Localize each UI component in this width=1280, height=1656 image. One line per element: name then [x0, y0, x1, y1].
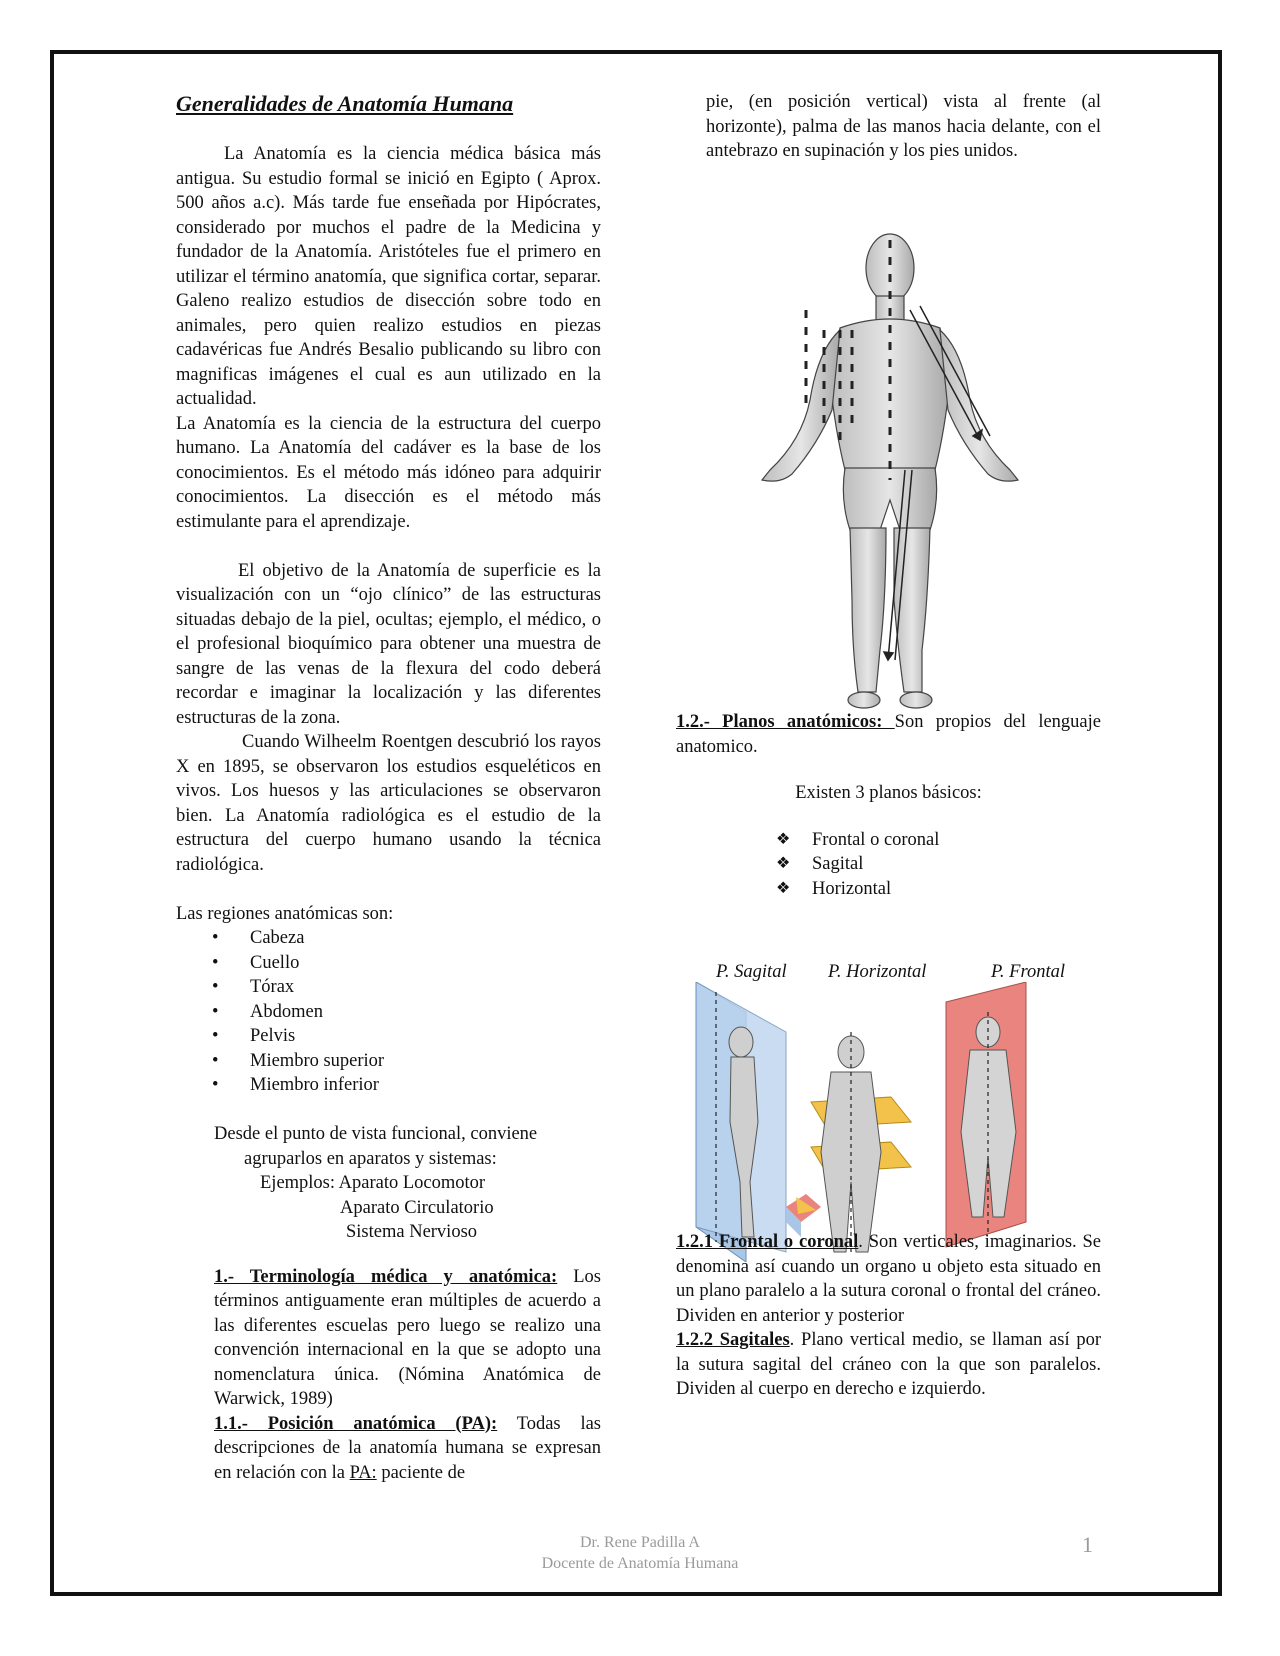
regions-intro: Las regiones anatómicas son:: [176, 903, 394, 924]
list-item: • Miembro superior: [212, 1049, 601, 1074]
intro-paragraph: La Anatomía es la ciencia médica básica más antigua. Su estudio formal se inició en Egipto ( Aprox. 500 años a.c). Más tarde fue enseñada por Hipócrates, considerado por muchos el padre de la Medicina y fundador de la Anatomía. Aristóteles fue el primero en utilizar el término anatomía, que significa cortar, separar. Galeno realizo estudios de disección sobre todo en animales, pero quien realizo estudios en piezas cadavéricas fue Andrés Besalio publicando su libro con magnificas imágenes el cual es aun utilizado en la actualidad.: [176, 144, 601, 409]
regions-list: [176, 926, 601, 1098]
section-1-2-2-text: . Plano vertical medio, se llaman así por la sutura sagital del cráneo con la que son paralelos. Dividen al cuerpo en derecho e izquierdo.: [676, 1330, 1102, 1399]
func-line: agruparlos en aparatos y sistemas:: [244, 1148, 497, 1169]
list-item: ❖ Horizontal: [776, 877, 1101, 902]
list-item: • Cabeza: [212, 926, 601, 951]
list-item: • Cuello: [212, 951, 601, 976]
definition-paragraph: La Anatomía es la ciencia de la estructura del cuerpo humano. La Anatomía del cadáver es la base de los conocimientos. Es el método más idóneo para adquirir conocimientos. La disección es el método más estimulante para el aprendizaje.: [176, 413, 601, 532]
func-line: Desde el punto de vista funcional, conviene: [214, 1124, 538, 1144]
anatomical-position-figure: [740, 230, 1040, 720]
section-1-1-text-end: paciente de: [376, 1462, 466, 1483]
page-number: 1: [1082, 1532, 1093, 1557]
section-1-1-text: Todas las descripciones de la anatomía humana se expresan en relación con la: [214, 1413, 601, 1483]
pa-abbrev: PA:: [349, 1462, 377, 1483]
section-1-2-text: Son propios del lenguaje anatomico.: [676, 712, 1101, 757]
planes-detail: [676, 1230, 1101, 1402]
planes-section: [676, 710, 1101, 901]
label-sagittal: P. Sagital: [716, 962, 787, 982]
label-horizontal: P. Horizontal: [828, 962, 927, 982]
footer-role: Docente de Anatomía Humana: [541, 1555, 739, 1572]
anatomical-planes-figure: [686, 982, 1096, 1262]
list-item: ❖ Frontal o coronal: [776, 828, 1101, 853]
planes-list: [676, 828, 1101, 902]
section-1: [176, 1265, 601, 1486]
section-1-2-2-heading: 1.2.2 Sagitales: [676, 1330, 790, 1350]
right-column: [676, 90, 1101, 164]
section-1-2-heading: 1.2.- Planos anatómicos:: [676, 712, 895, 732]
surface-anatomy-paragraph: El objetivo de la Anatomía de superficie es la visualización con un “ojo clínico” de las estructuras situadas debajo de la piel, ocultas; ejemplo, el médico, o el profesional bioquímico para obtener una muestra de sangre de las venas de la flexura del codo deberá recordar e imaginar la localización y las diferentes estructuras de la zona.: [176, 560, 601, 728]
section-1-1-heading: 1.1.- Posición anatómica (PA):: [214, 1413, 498, 1434]
page-footer: [440, 1532, 840, 1574]
list-item: • Miembro inferior: [212, 1073, 601, 1098]
list-item: • Abdomen: [212, 1000, 601, 1025]
page-title: Generalidades de Anatomía Humana: [176, 91, 514, 116]
section-1-2-1-heading: 1.2.1 Frontal o coronal: [676, 1232, 859, 1252]
func-line: Sistema Nervioso: [346, 1222, 478, 1242]
func-line: Ejemplos: Aparato Locomotor: [260, 1173, 486, 1193]
planes-intro: Existen 3 planos básicos:: [795, 783, 982, 803]
footer-author: Dr. Rene Padilla A: [580, 1534, 700, 1551]
section-1-text: Los términos antiguamente eran múltiples de acuerdo a las diferentes escuelas pero luego se realizo una convención internacional en la que se adopto una nomenclatura única. (Nómina Anatómica de Warwick, 1989): [214, 1266, 601, 1409]
list-item: ❖ Sagital: [776, 852, 1101, 877]
section-1-heading: 1.- Terminología médica y anatómica:: [214, 1266, 558, 1287]
func-line: Aparato Circulatorio: [340, 1197, 494, 1218]
functional-grouping: [176, 1122, 601, 1245]
section-1-2-1-text: . Son verticales, imaginarios. Se denomina así cuando un organo u objeto esta situado en un plano paralelo a la sutura coronal o frontal del cráneo. Dividen en anterior y posterior: [676, 1232, 1101, 1326]
label-frontal: P. Frontal: [991, 962, 1066, 982]
list-item: • Pelvis: [212, 1024, 601, 1049]
radiology-paragraph: Cuando Wilheelm Roentgen descubrió los rayos X en 1895, se observaron los estudios esqueléticos en vivos. Los huesos y las articulaciones se observaron bien. La Anatomía radiológica es el estudio de la estructura del cuerpo humano usando la técnica radiológica.: [176, 732, 601, 875]
left-column: [176, 90, 601, 1485]
anatomical-position-continued: pie, (en posición vertical) vista al frente (al horizonte), palma de las manos hacia delante, con el antebrazo en supinación y los pies unidos.: [706, 92, 1101, 161]
list-item: • Tórax: [212, 975, 601, 1000]
